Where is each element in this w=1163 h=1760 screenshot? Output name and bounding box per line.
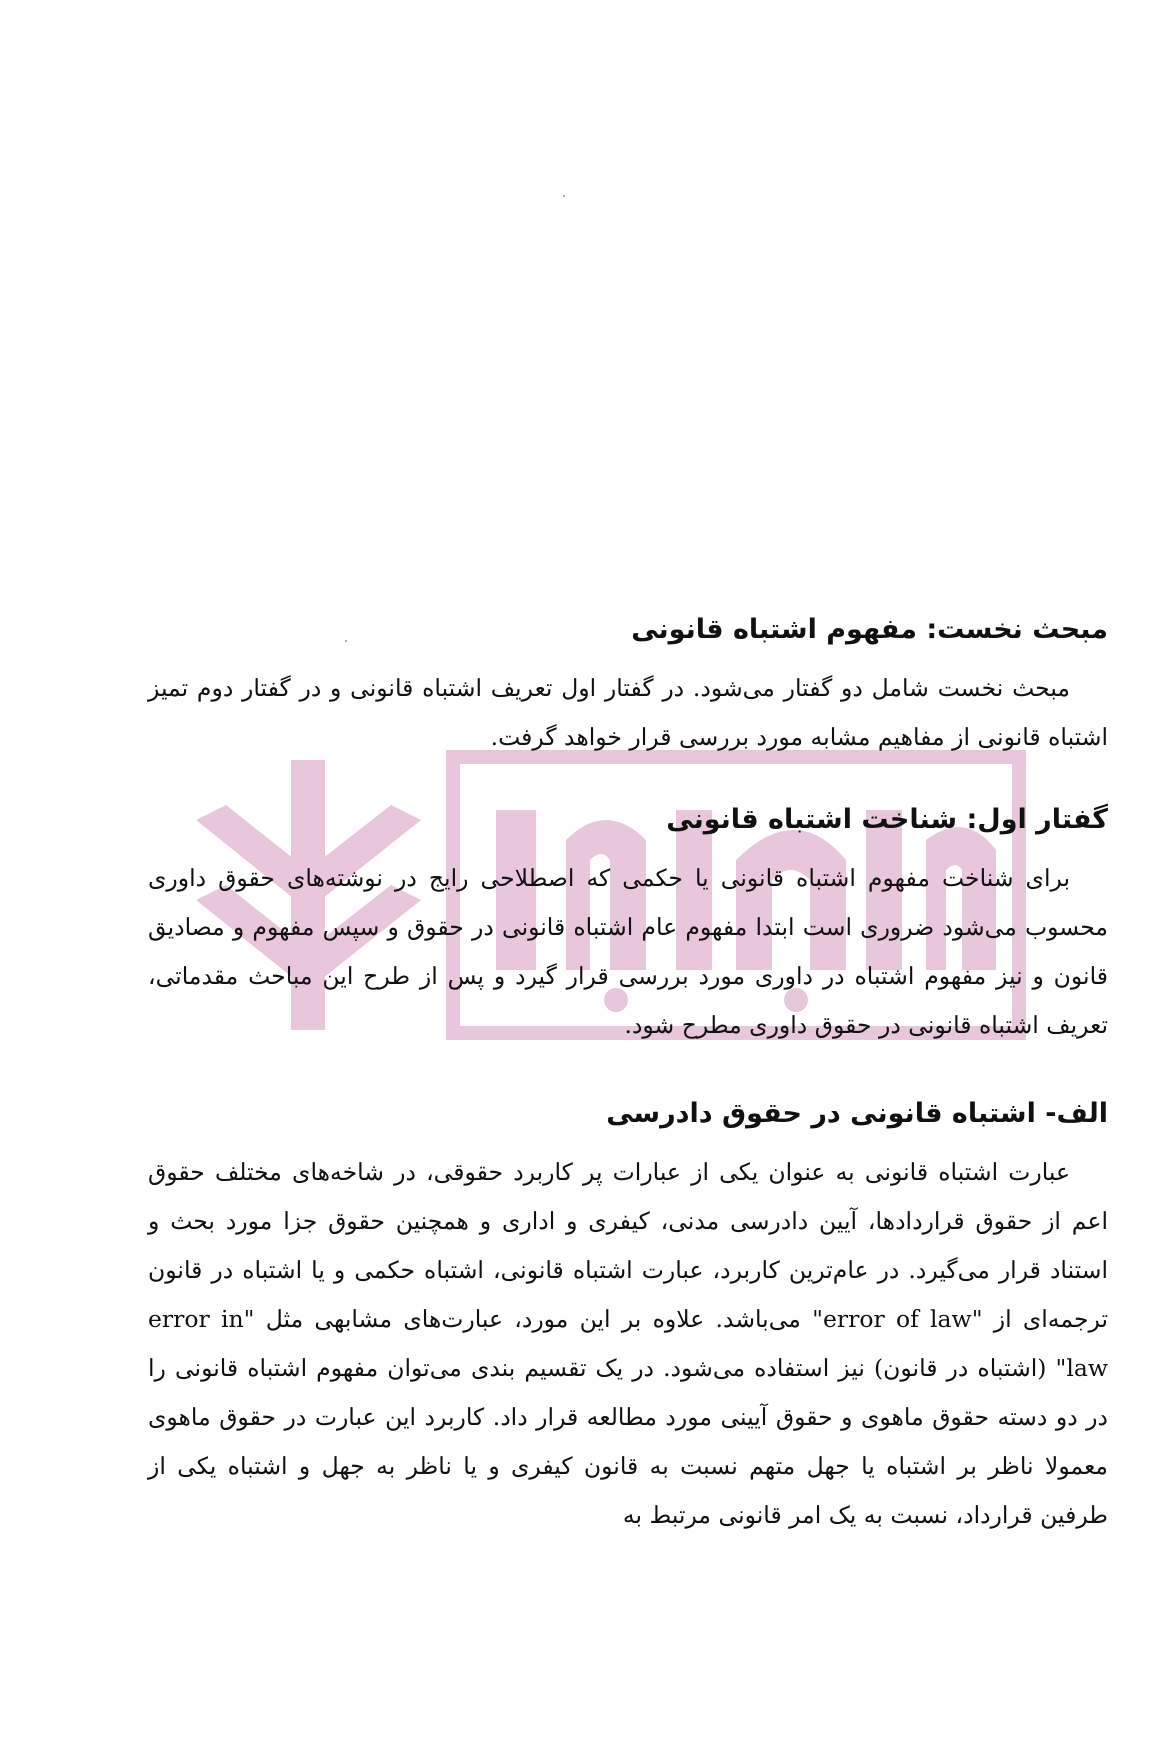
scan-speck	[563, 195, 565, 197]
section-mabhath-nakhost	[148, 610, 1108, 762]
section-heading: گفتار اول: شناخت اشتباه قانونی	[666, 804, 1108, 835]
body-paragraph: برای شناخت مفهوم اشتباه قانونی یا حکمی که اصطلاحی رایج در نوشته‌های حقوق داوری محسوب می‌شود ضروری است ابتدا مفهوم عام اشتباه قانونی در حقوق و سپس مفهوم و مصادیق قانون و نیز مفهوم اشتباه در داوری مورد بررسی قرار گیرد و پس از طرح این مباحث مقدماتی، تعریف اشتباه قانونی در حقوق داوری مطرح شود.	[148, 864, 1108, 1039]
section-alef	[148, 1094, 1108, 1540]
section-goftar-aval	[148, 800, 1108, 1050]
body-paragraph: عبارت اشتباه قانونی به عنوان یکی از عبارات پر کاربرد حقوقی، در شاخه‌های مختلف حقوق اعم از حقوق قراردادها، آیین دادرسی مدنی، کیفری و اداری و همچنین حقوق جزا مورد بحث و استناد قرار می‌گیرد. در عام‌ترین کاربرد، عبارت اشتباه قانونی، اشتباه حکمی و یا اشتباه در قانون ترجمه‌ای از "error of law" می‌باشد. علاوه بر این مورد، عبارت‌های مشابهی مثل "error in law" (اشتباه در قانون) نیز استفاده می‌شود. در یک تقسیم بندی می‌توان مفهوم اشتباه قانونی را در دو دسته حقوق ماهوی و حقوق آیینی مورد مطالعه قرار داد. کاربرد این عبارت در حقوق ماهوی معمولا ناظر بر اشتباه یا جهل متهم نسبت به قانون کیفری و یا ناظر به جهل و اشتباه یکی از طرفین قرارداد، نسبت به یک امر قانونی مرتبط به	[148, 1158, 1108, 1529]
section-heading: الف- اشتباه قانونی در حقوق دادرسی	[606, 1098, 1108, 1129]
document-body	[148, 610, 1108, 1540]
body-paragraph: مبحث نخست شامل دو گفتار می‌شود. در گفتار اول تعریف اشتباه قانونی و در گفتار دوم تمیز اشتباه قانونی از مفاهیم مشابه مورد بررسی قرار خواهد گرفت.	[148, 674, 1108, 751]
section-heading: مبحث نخست: مفهوم اشتباه قانونی	[631, 614, 1108, 645]
